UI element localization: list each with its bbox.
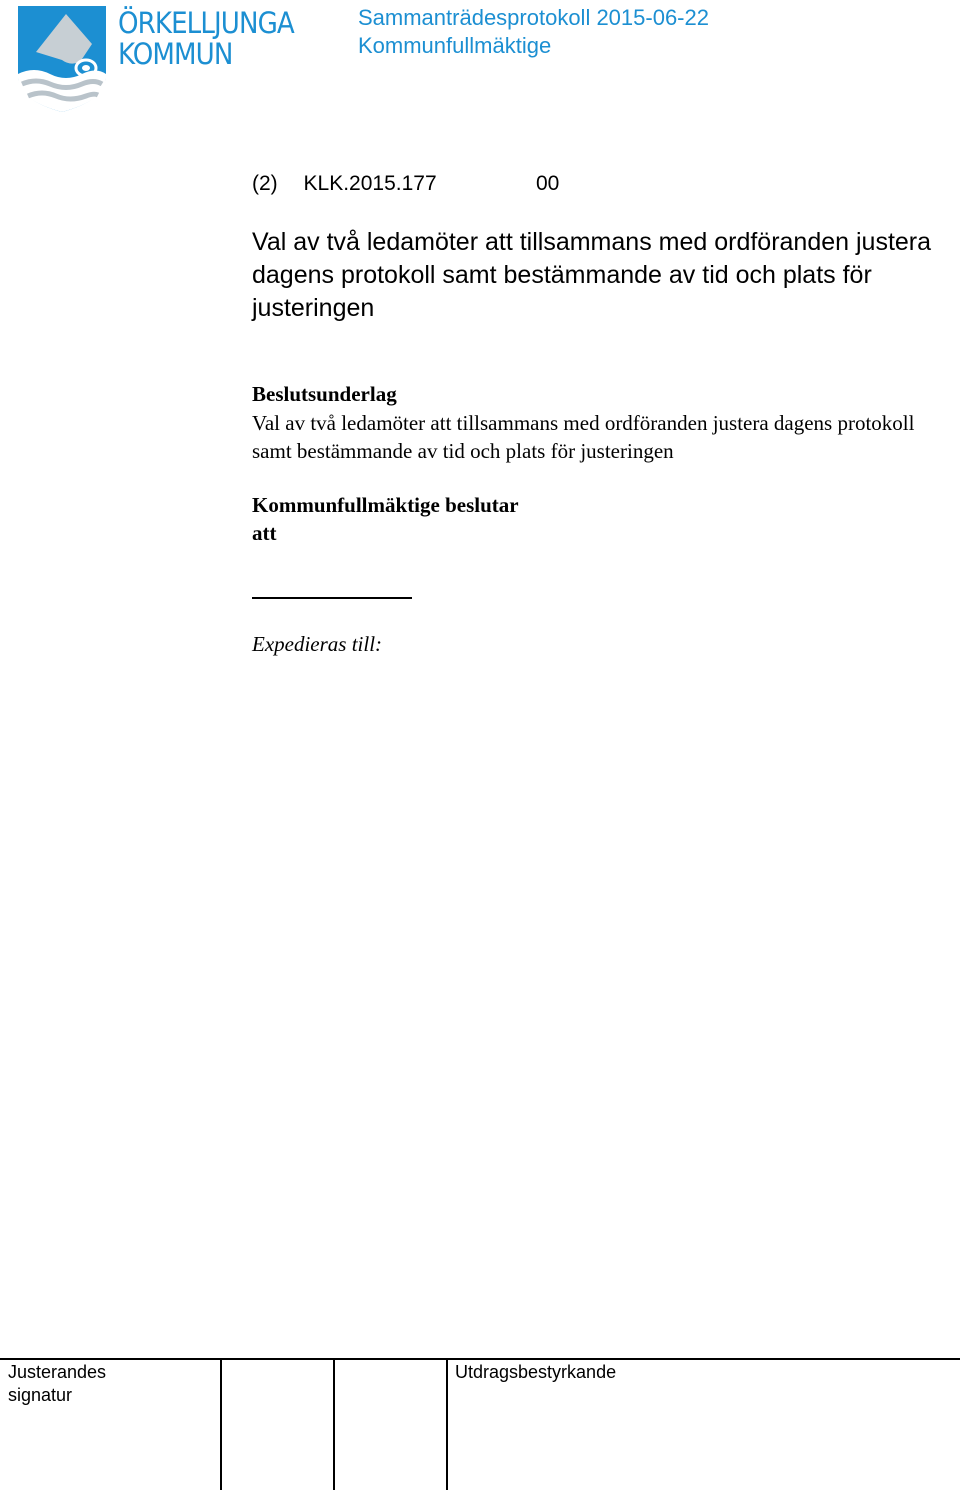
certification-label: Utdragsbestyrkande — [455, 1362, 617, 1382]
signature-label — [8, 1361, 106, 1407]
case-line — [252, 172, 560, 196]
agenda-item-title: Val av två ledamöter att tillsammans med ordföranden justera dagens protokoll samt bestämmande av tid och plats för justeringen — [252, 228, 932, 322]
organization-name: Kommunfullmäktige — [358, 33, 552, 58]
footer-column-divider — [220, 1358, 222, 1490]
footer-column-divider — [333, 1358, 335, 1490]
case-id: KLK.2015.177 — [303, 172, 437, 195]
paragraph-number: (2) — [252, 172, 278, 195]
signature-label-line-2: signatur — [8, 1385, 73, 1405]
logo-line-1: ÖRKELLJUNGA — [118, 6, 294, 40]
protocol-title: Sammanträdesprotokoll 2015-06-22 — [358, 5, 709, 30]
basis-heading: Beslutsunderlag — [252, 382, 397, 406]
dispatch-label: Expedieras till: — [252, 632, 383, 656]
decision-text: att — [252, 521, 277, 545]
municipal-coat-of-arms-icon — [14, 4, 110, 114]
case-code: 00 — [536, 172, 560, 195]
municipality-logo-text — [118, 8, 294, 70]
footer-column-divider — [446, 1358, 448, 1490]
logo-line-2: KOMMUN — [118, 37, 233, 71]
decision-heading: Kommunfullmäktige beslutar — [252, 493, 519, 517]
divider-line — [252, 597, 412, 599]
signature-label-line-1: Justerandes — [8, 1362, 107, 1382]
document-header — [358, 4, 709, 60]
basis-text: Val av två ledamöter att tillsammans med ordföranden justera dagens protokoll samt bestämmande av tid och plats för justeringen — [252, 411, 915, 463]
footer-divider — [0, 1358, 960, 1360]
